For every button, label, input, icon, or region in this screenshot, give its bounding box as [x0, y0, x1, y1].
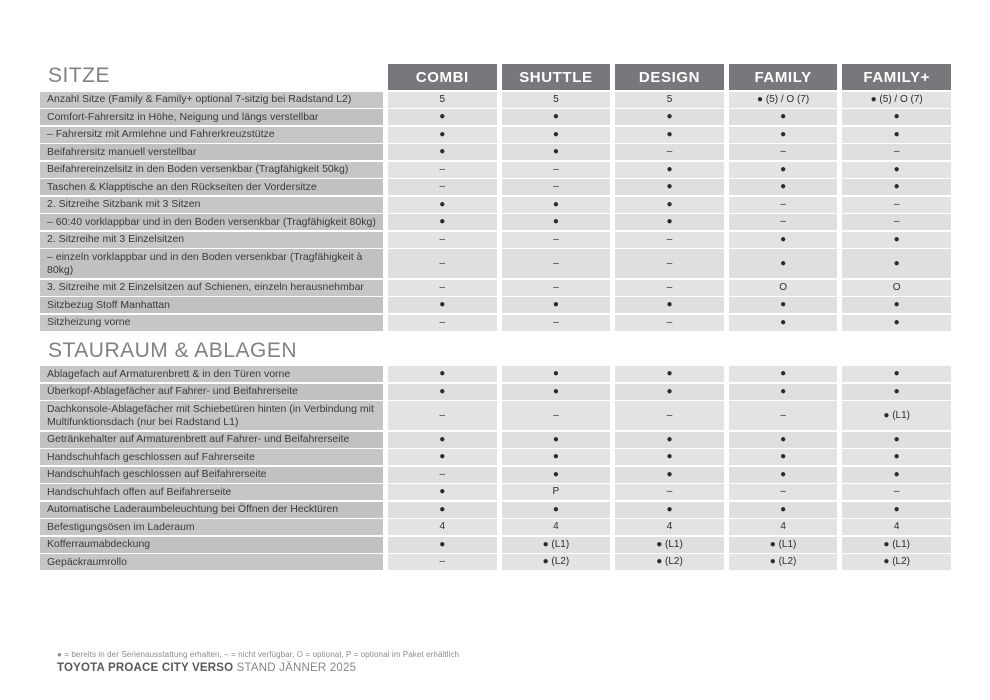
- row-value: –: [729, 214, 838, 230]
- row-value: –: [388, 467, 497, 483]
- row-value: ●: [615, 384, 724, 400]
- row-value: ●: [502, 297, 611, 313]
- section-sitze: [40, 64, 951, 331]
- row-value: ● (5) / O (7): [842, 92, 951, 108]
- row-value: –: [388, 401, 497, 430]
- row-value: ●: [388, 366, 497, 382]
- row-value: –: [388, 315, 497, 331]
- row-value: ●: [842, 249, 951, 278]
- row-value: ● (L1): [502, 537, 611, 553]
- row-value: ●: [842, 127, 951, 143]
- row-value: ●: [729, 384, 838, 400]
- row-value: ●: [388, 384, 497, 400]
- row-value: ●: [615, 449, 724, 465]
- row-value: ●: [842, 232, 951, 248]
- row-value: ●: [502, 384, 611, 400]
- status-date: STAND JÄNNER 2025: [233, 662, 357, 674]
- row-label: 3. Sitzreihe mit 2 Einzelsitzen auf Schienen, einzeln herausnehmbar: [40, 280, 383, 296]
- row-label: Handschuhfach geschlossen auf Beifahrerseite: [40, 467, 383, 483]
- row-value: –: [388, 179, 497, 195]
- row-value: ●: [502, 432, 611, 448]
- header-spacer: [842, 339, 951, 365]
- row-value: ●: [729, 179, 838, 195]
- row-label: Überkopf-Ablagefächer auf Fahrer- und Beifahrerseite: [40, 384, 383, 400]
- row-value: ●: [615, 179, 724, 195]
- row-value: –: [842, 144, 951, 160]
- row-label: Gepäckraumrollo: [40, 554, 383, 570]
- row-value: ●: [388, 127, 497, 143]
- brand-title: TOYOTA PROACE CITY VERSO: [57, 662, 234, 674]
- row-value: ●: [842, 297, 951, 313]
- row-value: ●: [615, 109, 724, 125]
- row-value: 4: [502, 519, 611, 535]
- row-value: ●: [388, 297, 497, 313]
- brand-line: [57, 661, 459, 676]
- spec-table: [40, 64, 951, 570]
- row-value: –: [615, 232, 724, 248]
- row-value: ●: [502, 109, 611, 125]
- row-value: ●: [388, 484, 497, 500]
- row-value: –: [502, 232, 611, 248]
- header-spacer: [502, 339, 611, 365]
- row-value: O: [842, 280, 951, 296]
- header-spacer: [388, 339, 497, 365]
- column-header-design: DESIGN: [615, 64, 724, 90]
- row-value: 4: [729, 519, 838, 535]
- row-value: 5: [388, 92, 497, 108]
- row-value: ●: [615, 366, 724, 382]
- row-value: ●: [842, 162, 951, 178]
- row-value: ●: [729, 366, 838, 382]
- section-title: SITZE: [48, 64, 111, 87]
- row-value: ●: [729, 467, 838, 483]
- row-value: –: [502, 179, 611, 195]
- row-value: ●: [729, 232, 838, 248]
- row-label: Comfort-Fahrersitz in Höhe, Neigung und längs verstellbar: [40, 109, 383, 125]
- row-value: ●: [502, 144, 611, 160]
- row-value: ●: [842, 179, 951, 195]
- row-value: 4: [388, 519, 497, 535]
- row-value: –: [729, 484, 838, 500]
- row-value: –: [388, 280, 497, 296]
- row-label: Beifahrereinzelsitz in den Boden versenkbar (Tragfähigkeit 50kg): [40, 162, 383, 178]
- row-value: ●: [842, 366, 951, 382]
- row-label: – 60:40 vorklappbar und in den Boden versenkbar (Tragfähigkeit 80kg): [40, 214, 383, 230]
- row-value: ●: [502, 449, 611, 465]
- row-value: ●: [388, 197, 497, 213]
- row-value: ●: [842, 315, 951, 331]
- row-value: ● (L2): [615, 554, 724, 570]
- column-header-combi: COMBI: [388, 64, 497, 90]
- row-label: Befestigungsösen im Laderaum: [40, 519, 383, 535]
- row-value: ●: [388, 144, 497, 160]
- row-value: 5: [615, 92, 724, 108]
- row-value: ●: [842, 449, 951, 465]
- section-title: STAURAUM & ABLAGEN: [48, 338, 298, 362]
- row-value: ●: [615, 162, 724, 178]
- row-label: Automatische Laderaumbeleuchtung bei Öffnen der Hecktüren: [40, 502, 383, 518]
- row-value: O: [729, 280, 838, 296]
- row-label: Beifahrersitz manuell verstellbar: [40, 144, 383, 160]
- row-value: ●: [729, 249, 838, 278]
- row-value: –: [615, 484, 724, 500]
- row-value: –: [388, 554, 497, 570]
- row-label: Handschuhfach geschlossen auf Fahrerseite: [40, 449, 383, 465]
- row-label: Anzahl Sitze (Family & Family+ optional 7-sitzig bei Radstand L2): [40, 92, 383, 108]
- row-value: ●: [502, 127, 611, 143]
- row-value: –: [502, 401, 611, 430]
- row-value: ●: [388, 214, 497, 230]
- row-value: ●: [502, 502, 611, 518]
- row-value: ●: [615, 297, 724, 313]
- row-value: 5: [502, 92, 611, 108]
- row-value: ● (L2): [502, 554, 611, 570]
- row-value: –: [615, 280, 724, 296]
- column-header-familyplus: FAMILY+: [842, 64, 951, 90]
- row-value: ●: [388, 432, 497, 448]
- row-value: –: [388, 232, 497, 248]
- row-value: ● (5) / O (7): [729, 92, 838, 108]
- row-value: ●: [615, 502, 724, 518]
- row-value: ● (L1): [729, 537, 838, 553]
- row-value: 4: [615, 519, 724, 535]
- row-value: –: [729, 401, 838, 430]
- row-value: ●: [615, 432, 724, 448]
- row-label: Handschuhfach offen auf Beifahrerseite: [40, 484, 383, 500]
- row-value: –: [502, 162, 611, 178]
- row-value: –: [502, 315, 611, 331]
- row-value: –: [729, 197, 838, 213]
- row-value: ● (L1): [615, 537, 724, 553]
- row-value: ●: [842, 109, 951, 125]
- row-value: ●: [842, 467, 951, 483]
- row-value: –: [388, 249, 497, 278]
- row-label: 2. Sitzreihe Sitzbank mit 3 Sitzen: [40, 197, 383, 213]
- section-stauraum-ablagen: [40, 339, 951, 571]
- row-value: –: [615, 401, 724, 430]
- row-value: ●: [729, 162, 838, 178]
- row-value: ●: [502, 366, 611, 382]
- row-value: –: [615, 315, 724, 331]
- row-value: ●: [842, 502, 951, 518]
- row-value: ●: [502, 467, 611, 483]
- row-value: ●: [388, 109, 497, 125]
- row-label: Sitzbezug Stoff Manhattan: [40, 297, 383, 313]
- row-label: 2. Sitzreihe mit 3 Einzelsitzen: [40, 232, 383, 248]
- row-value: ●: [615, 467, 724, 483]
- row-label: Sitzheizung vorne: [40, 315, 383, 331]
- row-value: ●: [729, 109, 838, 125]
- row-value: ●: [502, 197, 611, 213]
- row-value: –: [729, 144, 838, 160]
- column-header-family: FAMILY: [729, 64, 838, 90]
- row-value: ●: [842, 384, 951, 400]
- row-value: –: [842, 197, 951, 213]
- row-value: ●: [729, 297, 838, 313]
- row-value: –: [842, 214, 951, 230]
- row-value: ●: [615, 197, 724, 213]
- row-value: –: [842, 484, 951, 500]
- row-label: Taschen & Klapptische an den Rückseiten der Vordersitze: [40, 179, 383, 195]
- row-value: ● (L2): [729, 554, 838, 570]
- row-value: 4: [842, 519, 951, 535]
- row-value: ● (L1): [842, 537, 951, 553]
- row-value: ●: [729, 127, 838, 143]
- row-label: Kofferraumabdeckung: [40, 537, 383, 553]
- row-value: ●: [842, 432, 951, 448]
- row-label: – einzeln vorklappbar und in den Boden versenkbar (Tragfähigkeit à 80kg): [40, 249, 383, 278]
- row-value: ●: [502, 214, 611, 230]
- row-value: –: [502, 249, 611, 278]
- row-value: ●: [729, 432, 838, 448]
- header-spacer: [729, 339, 838, 365]
- row-value: –: [388, 162, 497, 178]
- row-value: ●: [729, 315, 838, 331]
- row-label: – Fahrersitz mit Armlehne und Fahrerkreuzstütze: [40, 127, 383, 143]
- row-value: –: [615, 144, 724, 160]
- row-label: Dachkonsole-Ablagefächer mit Schiebetüren hinten (in Verbindung mit Multifunktionsdach (nur bei Radstand L1): [40, 401, 383, 430]
- row-value: –: [615, 249, 724, 278]
- row-value: ●: [615, 127, 724, 143]
- row-value: ●: [729, 449, 838, 465]
- row-value: ●: [388, 449, 497, 465]
- row-value: ● (L1): [842, 401, 951, 430]
- row-label: Getränkehalter auf Armaturenbrett auf Fahrer- und Beifahrerseite: [40, 432, 383, 448]
- header-spacer: [615, 339, 724, 365]
- row-value: ●: [615, 214, 724, 230]
- row-value: ●: [388, 502, 497, 518]
- row-value: –: [502, 280, 611, 296]
- row-value: ●: [729, 502, 838, 518]
- row-value: ● (L2): [842, 554, 951, 570]
- row-value: ●: [388, 537, 497, 553]
- row-label: Ablagefach auf Armaturenbrett & in den Türen vorne: [40, 366, 383, 382]
- row-value: P: [502, 484, 611, 500]
- page-footer: [57, 649, 459, 676]
- legend-text: ● = bereits in der Serienausstattung erhalten, – = nicht verfügbar, O = optional, P = optional im Paket erhältlich: [57, 650, 460, 659]
- column-header-shuttle: SHUTTLE: [502, 64, 611, 90]
